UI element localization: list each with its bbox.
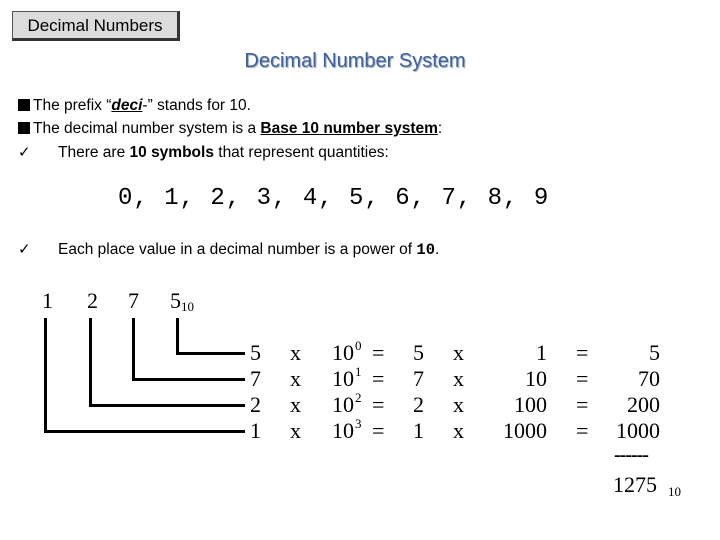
place-text: Each place value in a decimal number is a power of bbox=[58, 241, 417, 258]
row-place-value: 100 bbox=[514, 392, 547, 417]
row-equals: = bbox=[372, 418, 385, 443]
row-times-2: x bbox=[453, 392, 464, 417]
bullet-prefix bbox=[18, 97, 251, 115]
sum-rule: ------ bbox=[614, 444, 648, 466]
row-power-base: 10 bbox=[332, 392, 354, 417]
bullet-base bbox=[18, 120, 442, 138]
number-digit-1: 1 bbox=[42, 288, 53, 313]
base-text: The decimal number system is a bbox=[33, 120, 261, 137]
symbols-bold: 10 symbols bbox=[129, 144, 214, 161]
row-power-base: 10 bbox=[332, 418, 354, 443]
row-place-value: 10 bbox=[525, 366, 547, 391]
row-result: 5 bbox=[649, 340, 660, 365]
row-result: 70 bbox=[638, 366, 660, 391]
row-digit: 7 bbox=[250, 366, 261, 391]
sum-total: 1275 bbox=[613, 472, 657, 497]
row-digit-repeat: 7 bbox=[413, 366, 424, 391]
row-times-2: x bbox=[453, 366, 464, 391]
prefix-text-end: -” stands for 10. bbox=[142, 97, 251, 114]
row-times-2: x bbox=[453, 340, 464, 365]
row-times: x bbox=[290, 392, 301, 417]
row-equals: = bbox=[372, 392, 385, 417]
checkmark-icon: ✓ bbox=[18, 143, 31, 161]
row-power-base: 10 bbox=[332, 340, 354, 365]
row-times: x bbox=[290, 340, 301, 365]
deci-word: deci bbox=[111, 97, 143, 114]
row-digit-repeat: 2 bbox=[413, 392, 424, 417]
row-exponent: 3 bbox=[355, 416, 362, 431]
row-times-2: x bbox=[453, 418, 464, 443]
place-number: 10 bbox=[416, 241, 436, 259]
row-power-base: 10 bbox=[332, 366, 354, 391]
row-equals-2: = bbox=[576, 340, 589, 365]
base-text-end: : bbox=[437, 120, 443, 137]
number-digit-3: 7 bbox=[128, 288, 139, 313]
row-exponent: 2 bbox=[355, 390, 362, 405]
number-base-subscript: 10 bbox=[181, 299, 194, 314]
row-digit: 1 bbox=[250, 418, 261, 443]
row-exponent: 0 bbox=[355, 338, 362, 353]
number-digit-4: 5 bbox=[170, 288, 181, 313]
place-text-end: . bbox=[435, 241, 440, 258]
bullet-place-value bbox=[18, 240, 439, 259]
row-result: 200 bbox=[627, 392, 660, 417]
symbols-text-end: that represent quantities: bbox=[213, 144, 389, 161]
row-times: x bbox=[290, 366, 301, 391]
row-equals-2: = bbox=[576, 418, 589, 443]
checkmark-icon: ✓ bbox=[18, 240, 31, 258]
decimal-numbers-tab[interactable]: Decimal Numbers bbox=[12, 11, 180, 41]
prefix-text: The prefix “ bbox=[33, 97, 112, 114]
row-digit-repeat: 5 bbox=[413, 340, 424, 365]
row-digit: 2 bbox=[250, 392, 261, 417]
number-digit-2: 2 bbox=[87, 288, 98, 313]
row-result: 1000 bbox=[616, 418, 660, 443]
row-place-value: 1 bbox=[536, 340, 547, 365]
row-digit-repeat: 1 bbox=[413, 418, 424, 443]
bullet-symbols bbox=[18, 143, 389, 162]
square-bullet-icon bbox=[18, 99, 30, 111]
row-place-value: 1000 bbox=[503, 418, 547, 443]
symbols-text: There are bbox=[58, 144, 130, 161]
row-equals: = bbox=[372, 340, 385, 365]
base-10-link[interactable]: Base 10 number system bbox=[260, 120, 438, 137]
row-times: x bbox=[290, 418, 301, 443]
total-base-subscript: 10 bbox=[668, 484, 681, 499]
slide-title: Decimal Number System bbox=[244, 50, 466, 72]
square-bullet-icon bbox=[18, 122, 30, 134]
row-equals-2: = bbox=[576, 392, 589, 417]
row-digit: 5 bbox=[250, 340, 261, 365]
row-equals-2: = bbox=[576, 366, 589, 391]
row-equals: = bbox=[372, 366, 385, 391]
bracket-thousands bbox=[44, 318, 245, 433]
row-exponent: 1 bbox=[355, 364, 362, 379]
digits-list: 0, 1, 2, 3, 4, 5, 6, 7, 8, 9 bbox=[118, 185, 550, 212]
